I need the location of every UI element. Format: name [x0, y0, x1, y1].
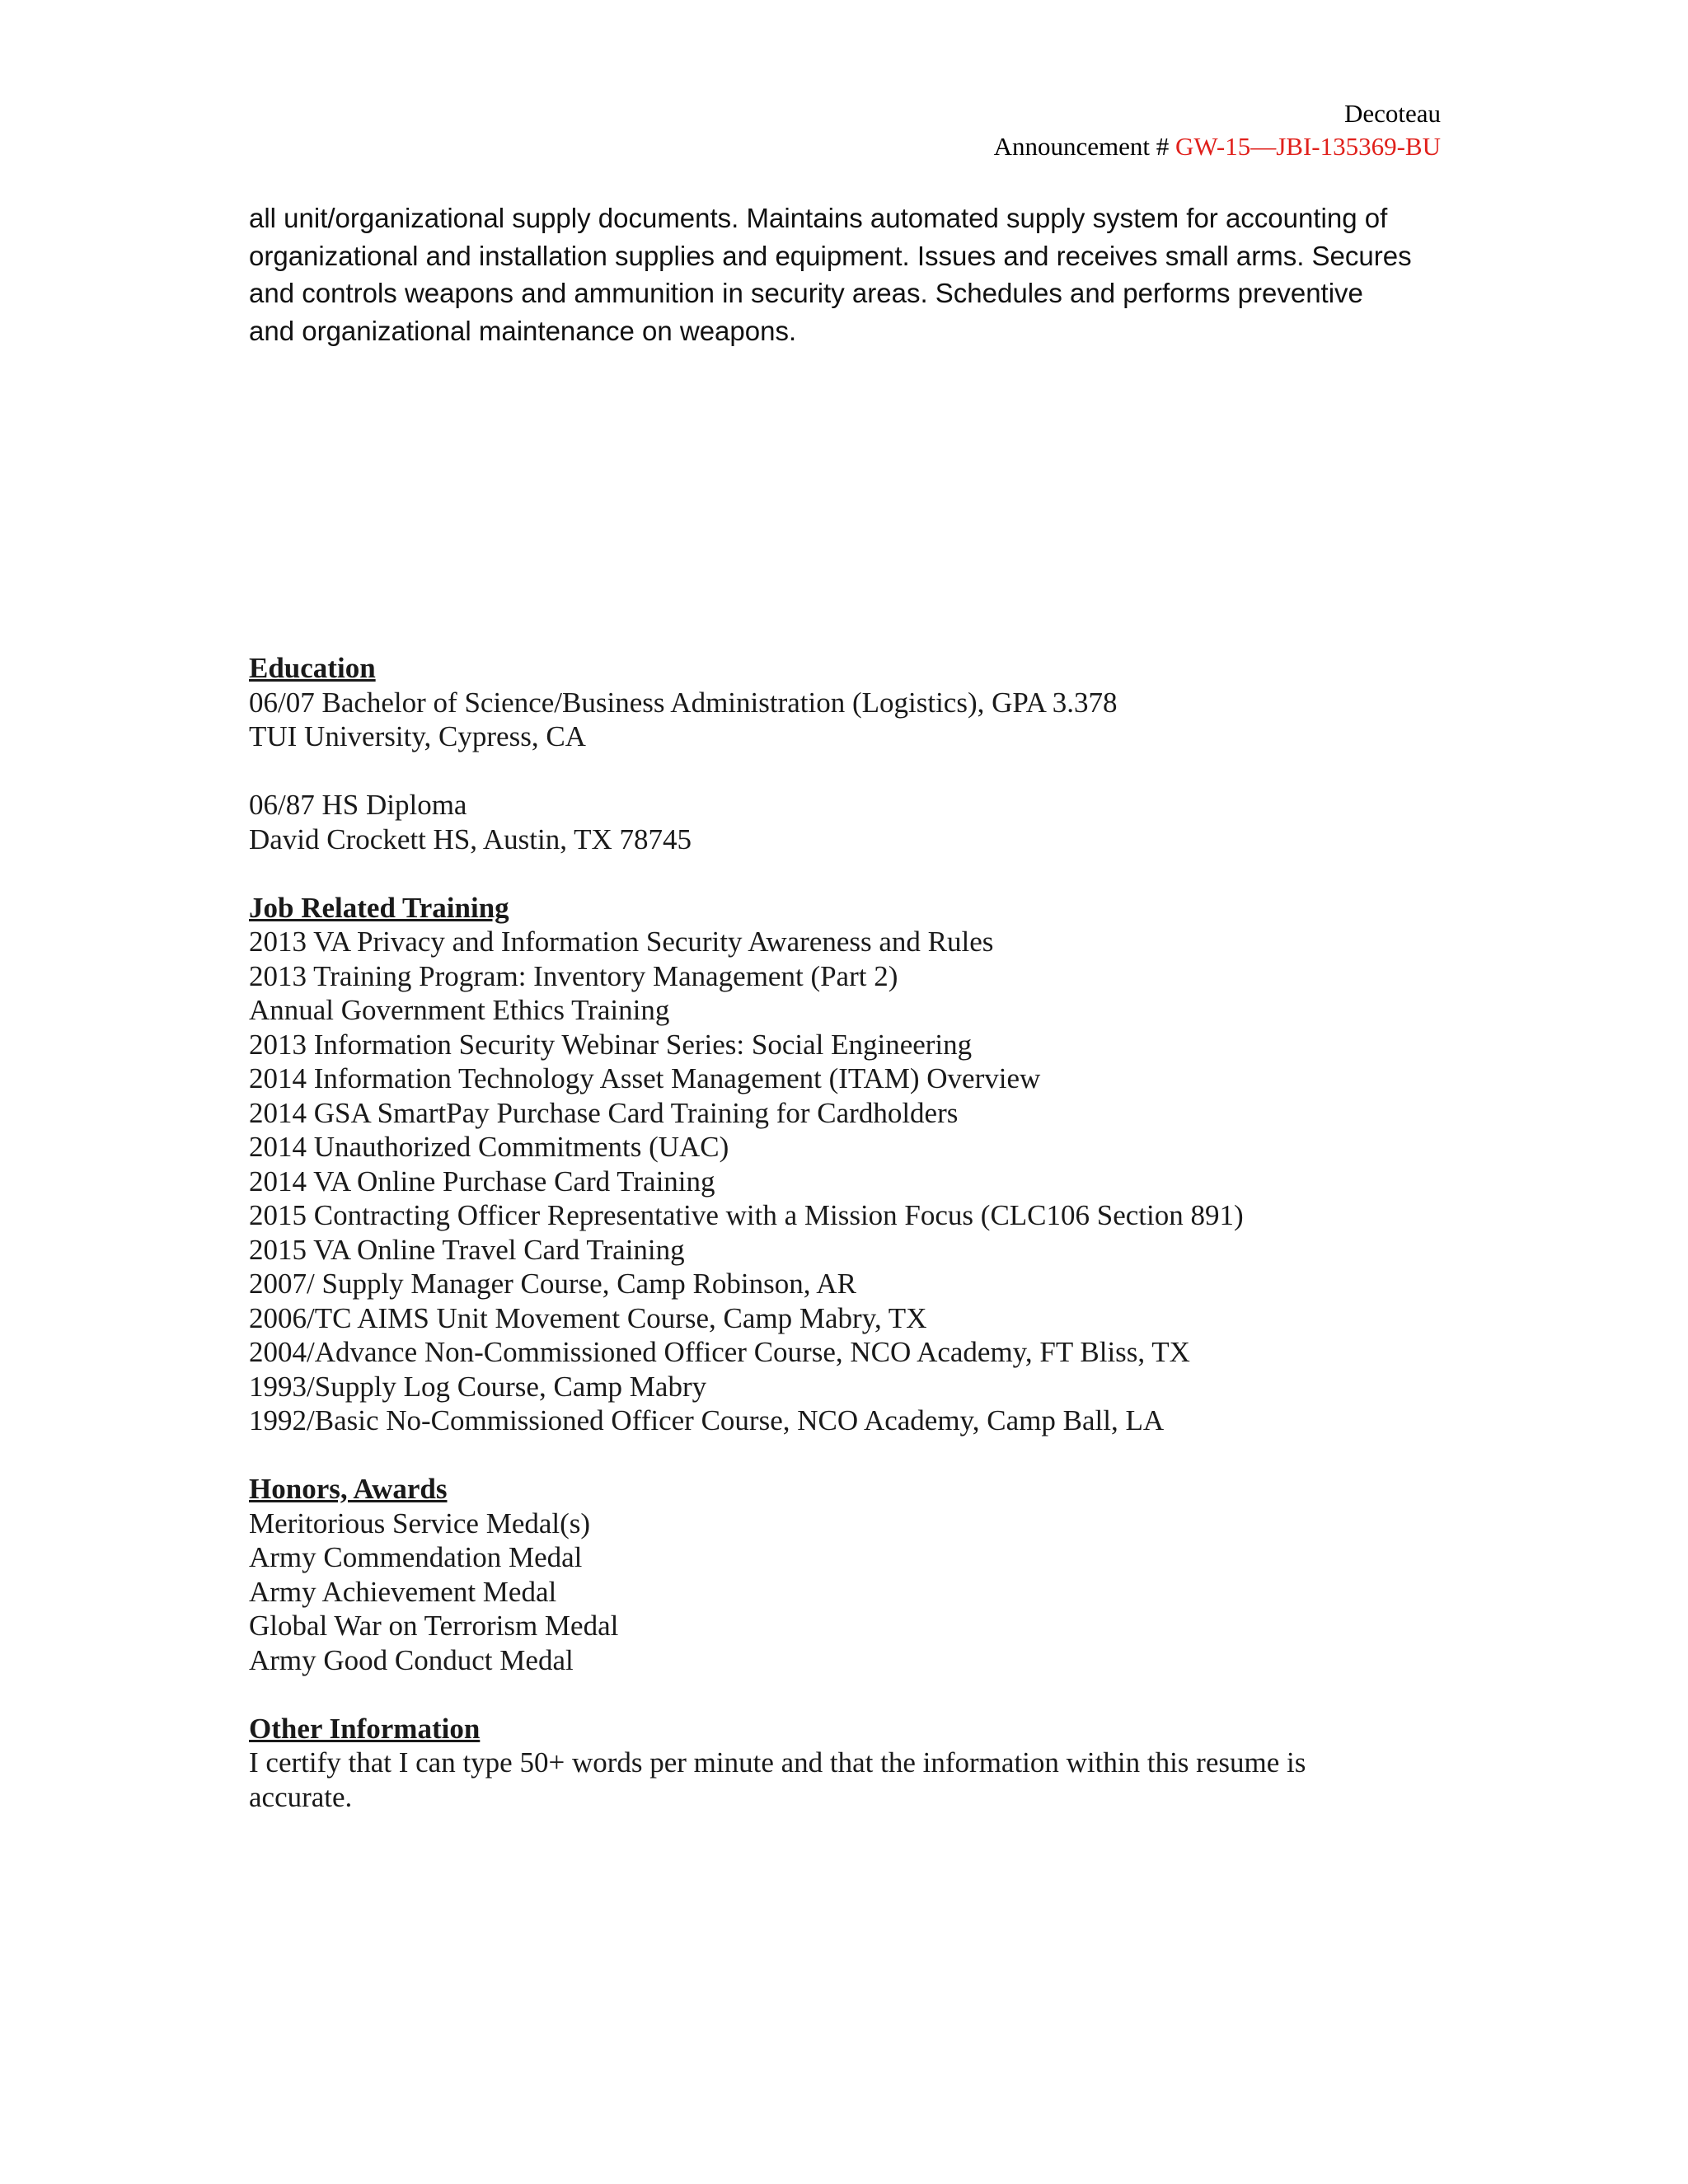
- training-item: 2014 Unauthorized Commitments (UAC): [249, 1131, 729, 1163]
- honor-item: Meritorious Service Medal(s): [249, 1507, 591, 1540]
- education-entry: 06/07 Bachelor of Science/Business Administration (Logistics), GPA 3.378: [249, 686, 1118, 719]
- honor-item: Army Good Conduct Medal: [249, 1643, 574, 1676]
- education-section: [249, 651, 1444, 856]
- section-heading-other: Other Information: [249, 1712, 481, 1745]
- training-item: 2007/ Supply Manager Course, Camp Robinson, AR: [249, 1268, 856, 1300]
- honor-item: Army Commendation Medal: [249, 1541, 583, 1573]
- training-item: 2013 Training Program: Inventory Management (Part 2): [249, 959, 898, 992]
- honor-item: Global War on Terrorism Medal: [249, 1610, 619, 1642]
- page-header: [994, 97, 1441, 163]
- resume-content: [249, 651, 1444, 1814]
- honors-section: [249, 1472, 1444, 1677]
- training-item: 2006/TC AIMS Unit Movement Course, Camp Mabry, TX: [249, 1301, 927, 1334]
- education-entry: 06/87 HS Diploma: [249, 789, 467, 821]
- section-heading-training: Job Related Training: [249, 891, 509, 924]
- education-entry: David Crockett HS, Austin, TX 78745: [249, 823, 692, 855]
- training-item: 1993/Supply Log Course, Camp Mabry: [249, 1370, 707, 1403]
- education-entry: TUI University, Cypress, CA: [249, 720, 586, 752]
- intro-line: all unit/organizational supply documents. Maintains automated supply system for accounting of: [249, 203, 1388, 233]
- training-item: 2015 VA Online Travel Card Training: [249, 1233, 685, 1266]
- section-heading-education: Education: [249, 652, 376, 684]
- intro-line: and controls weapons and ammunition in security areas. Schedules and performs preventive: [249, 278, 1363, 308]
- intro-paragraph: [249, 199, 1444, 349]
- training-item: 2014 VA Online Purchase Card Training: [249, 1165, 715, 1197]
- training-section: [249, 891, 1444, 1438]
- announcement-number: GW-15—JBI-135369-BU: [1175, 132, 1441, 161]
- announcement-line: [994, 130, 1441, 163]
- training-item: 2013 Information Security Webinar Series: Social Engineering: [249, 1028, 973, 1061]
- announcement-label: Announcement #: [993, 132, 1175, 161]
- header-name: Decoteau: [1343, 99, 1441, 128]
- training-item: 1992/Basic No-Commissioned Officer Course, NCO Academy, Camp Ball, LA: [249, 1404, 1165, 1436]
- other-information-section: [249, 1712, 1444, 1815]
- training-item: Annual Government Ethics Training: [249, 994, 670, 1026]
- honor-item: Army Achievement Medal: [249, 1575, 557, 1608]
- training-item: 2014 Information Technology Asset Management (ITAM) Overview: [249, 1062, 1041, 1094]
- intro-line: and organizational maintenance on weapons.: [249, 315, 797, 346]
- training-item: 2013 VA Privacy and Information Security Awareness and Rules: [249, 926, 994, 958]
- section-heading-honors: Honors, Awards: [249, 1473, 448, 1505]
- training-item: 2015 Contracting Officer Representative with a Mission Focus (CLC106 Section 891): [249, 1199, 1244, 1231]
- other-information-text: I certify that I can type 50+ words per minute and that the information within this resume is accurate.: [249, 1746, 1306, 1813]
- intro-line: organizational and installation supplies and equipment. Issues and receives small arms. Secures: [249, 240, 1412, 271]
- training-item: 2004/Advance Non-Commissioned Officer Course, NCO Academy, FT Bliss, TX: [249, 1336, 1190, 1368]
- training-item: 2014 GSA SmartPay Purchase Card Training for Cardholders: [249, 1096, 959, 1129]
